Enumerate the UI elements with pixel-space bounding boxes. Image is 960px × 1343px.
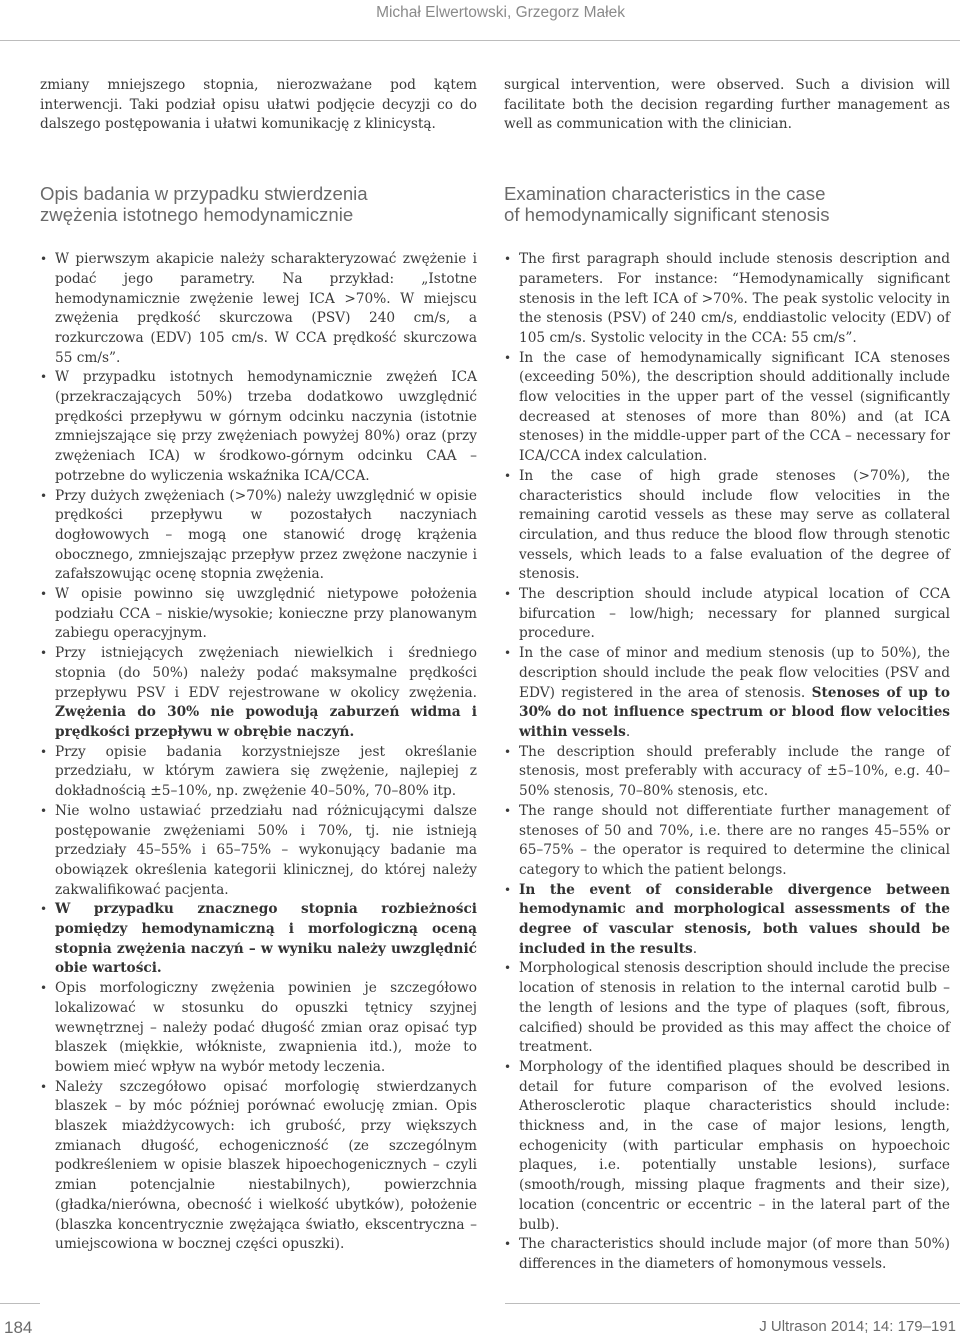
header-divider xyxy=(0,40,960,41)
bullet-icon: • xyxy=(504,744,512,759)
list-item xyxy=(504,1058,950,1235)
bullet-icon: • xyxy=(504,1059,512,1074)
list-item-text: In the case of high grade stenoses (>70%), the characteristics should include flow velocities in the remaining carotid vessels as these may serve as collateral circulation, and thus reduce the blood flow through stenotic vessels, which leads to a false evaluation of the degree of stenosis. xyxy=(519,467,950,583)
bullet-icon: • xyxy=(40,902,48,917)
list-item-text: Przy istniejących zwężeniach niewielkich i średniego stopnia (do 50%) należy podać maksymalne prędkości przepływu PSV i EDV rejestrowane w okolicy zwężenia. xyxy=(55,645,477,701)
list-item-text: The first paragraph should include stenosis description and parameters. For instance: “Hemodynamically significant stenosis in the left ICA of >70%. The peak systolic velocity in the stenosis (PSV) of 240 cm/s, enddiastolic velocity (EDV) of 105 cm/s. Systolic velocity in the CCA: 55 cm/s”. xyxy=(519,251,950,346)
page-number: 184 xyxy=(4,1318,33,1337)
english-column xyxy=(504,76,950,1275)
list-item xyxy=(40,1078,477,1255)
list-item xyxy=(504,959,950,1058)
list-item xyxy=(504,743,950,802)
list-item xyxy=(504,467,950,585)
list-item-text: The range should not differentiate further management of stenoses of 50 and 70%, i.e. there are no ranges 45–55% or 65–75% – the operator is required to determine the clinical category to which the patient belongs. xyxy=(519,802,950,878)
bullet-icon: • xyxy=(40,744,48,759)
list-item-tail: . xyxy=(692,940,698,957)
bullet-icon: • xyxy=(504,350,512,365)
list-item xyxy=(40,979,477,1078)
list-item xyxy=(504,349,950,467)
list-item xyxy=(40,585,477,644)
bullet-icon: • xyxy=(40,252,48,267)
running-header-authors: Michał Elwertowski, Grzegorz Małek xyxy=(376,4,625,21)
list-item xyxy=(504,1235,950,1274)
footer-divider xyxy=(505,1303,960,1304)
list-item xyxy=(504,585,950,644)
list-item-tail: . xyxy=(625,723,631,740)
list-item-text: W pierwszym akapicie należy scharakteryzować zwężenie i podać jego parametry. Na przykład: „Istotne hemodynamicznie zwężenie lewej ICA >70%. W miejscu zwężenia prędkość skurczowa (PSV) 240 cm/s, a rozkurczowa (EDV) 105 cm/s. W CCA prędkość skurczowa 55 cm/s”. xyxy=(55,251,477,366)
list-item-text: Nie wolno ustawiać przedziału nad różnicującymi dalsze postępowanie zwężeniami 50% i 70%, tj. nie istnieją przedziały 45–55% i 65–75% – wykonujący badanie ma obowiązek określenia kategorii klinicznej, do której należy zakwalifikować pacjenta. xyxy=(55,802,477,898)
list-item-text: W opisie powinno się uwzględnić nietypowe położenia podziału CCA – niskie/wysokie; konieczne przy planowanym zabiegu operacyjnym. xyxy=(55,586,477,642)
bullet-icon: • xyxy=(40,370,48,385)
list-item-text: Morphology of the identified plaques should be described in detail for future comparison of the evolved lesions. Atherosclerotic plaque characteristics should include: thickness and, in the case of major lesions, length, echogenicity (with particular emphasis on hypoechoic plaques, i.e. potentially unstable lesions), surface (smooth/rough, missing plaque fragments and their size), location (concentric or eccentric – in the lateral part of the bulb). xyxy=(519,1058,950,1233)
section-title xyxy=(504,183,950,225)
list-item-text: Opis morfologiczny zwężenia powinien je szczegółowo lokalizować w stosunku do opuszki tętnicy szyjnej wewnętrznej – należy podać długość zmian oraz opisać typ blaszek (miękkie, włókniste, zwapnienia itd.), może to bowiem mieć wpływ na wybór metody leczenia. xyxy=(55,980,477,1075)
bullet-icon: • xyxy=(504,961,512,976)
intro-paragraph: surgical intervention, were observed. Such a division will facilitate both the decision regarding further management as well as communication with the clinician. xyxy=(504,77,950,133)
bullet-icon: • xyxy=(40,646,48,661)
list-item xyxy=(504,881,950,960)
polish-column xyxy=(40,76,477,1255)
bullet-icon: • xyxy=(504,882,512,897)
list-item xyxy=(40,802,477,901)
section-title-line: zwężenia istotnego hemodynamicznie xyxy=(40,204,354,226)
bullet-icon: • xyxy=(504,803,512,818)
list-item-bold-text: In the event of considerable divergence between hemodynamic and morphological assessments of the degree of vascular stenosis, both values should be included in the results xyxy=(519,881,950,957)
list-item xyxy=(504,802,950,881)
list-item xyxy=(40,644,477,743)
list-item-text: The description should preferably include the range of stenosis, most preferably with accuracy of ±5–10%, e.g. 40–50% stenosis, 70–80% stenosis, etc. xyxy=(519,743,950,800)
bullet-icon: • xyxy=(40,587,48,602)
list-item-text: The characteristics should include major (of more than 50%) differences in the diameters of homonymous vessels. xyxy=(519,1236,950,1272)
list-item-bold-text: Zwężenia do 30% nie powodują zaburzeń widma i prędkości przepływu w obrębie naczyń. xyxy=(55,704,477,740)
bullet-icon: • xyxy=(504,646,512,661)
section-title-line: Examination characteristics in the case xyxy=(504,183,826,205)
bullet-icon: • xyxy=(40,981,48,996)
bullet-list xyxy=(40,250,477,1255)
bullet-icon: • xyxy=(40,1079,48,1094)
list-item-text: Przy opisie badania korzystniejsze jest określanie przedziału, w którym zawiera się zwężenie, najlepiej z dokładnością ±5–10%, np. zwężenie 40–50%, 70–80% itp. xyxy=(55,743,477,800)
list-item-text: Morphological stenosis description should include the precise location of stenosis in relation to the internal carotid bulb – the length of lesions and the type of plaques (soft, fibrous, calcified) should be provided as this may affect the choice of treatment. xyxy=(519,960,950,1056)
list-item xyxy=(40,368,477,486)
list-item-text: Przy dużych zwężeniach (>70%) należy uwzględnić w opisie prędkości przepływu w pozostałych naczyniach dogłowowych – mogą one stanowić drogę krążenia obocznego, zmniejszając przepływ przez zwężone naczynie i zafałszowując ocenę stopnia zwężenia. xyxy=(55,487,477,583)
list-item-text: Należy szczegółowo opisać morfologię stwierdzanych blaszek – by móc później porównać ewolucję zmian. Opis blaszek miażdżycowych: ich grubość, przy większych zmianach długość, echogeniczność (ze szczególnym podkreśleniem w opisie blaszek hipoechogenicznych – czyli zmian potencjalnie niestabilnych), powierzchnia (gładka/nierówna, obecność i wielkość ubytków), położenie (blaszka koncentrycznie zwężająca światło, ekscentryczna – umiejscowiona w bocznej części opuszki). xyxy=(55,1078,477,1253)
section-title xyxy=(40,183,477,225)
list-item-text: In the case of hemodynamically significant ICA stenoses (exceeding 50%), the description should additionally include flow velocities in the upper part of the vessel (significantly decreased at stenoses of more than 80%) and (at ICA stenoses) in the middle-upper part of the CCA – necessary for ICA/CCA index calculation. xyxy=(519,349,950,465)
footer-divider xyxy=(0,1303,40,1304)
bullet-icon: • xyxy=(504,252,512,267)
bullet-list xyxy=(504,250,950,1275)
list-item-text: W przypadku istotnych hemodynamicznie zwężeń ICA (przekraczających 50%) trzeba dodatkowo uwzględnić prędkości przepływu w górnym odcinku naczynia (istotnie zmniejszające się przy zwężeniach powyżej 80%) oraz (przy zwężeniach ICA) w środkowo-górnym odcinku CAA – potrzebne do wyliczenia wskaźnika ICA/CCA. xyxy=(55,369,477,484)
bullet-icon: • xyxy=(40,803,48,818)
list-item xyxy=(40,487,477,586)
list-item-text: The description should include atypical location of CCA bifurcation – low/high; necessary for planned surgical procedure. xyxy=(519,586,950,642)
list-item xyxy=(504,644,950,743)
intro-paragraph: zmiany mniejszego stopnia, nierozważane pod kątem interwencji. Taki podział opisu ułatwi podjęcie decyzji co do dalszego postępowania i ułatwi komunikację z klinicystą. xyxy=(40,77,477,133)
list-item-bold-text: W przypadku znacznego stopnia rozbieżności pomiędzy hemodynamiczną i morfologiczną oceną stopnia zwężenia naczyń – w wyniku należy uwzględnić obie wartości. xyxy=(55,901,477,977)
bullet-icon: • xyxy=(504,1237,512,1252)
bullet-icon: • xyxy=(504,468,512,483)
list-item-bold-text: Stenoses of up to 30% do not influence spectrum or blood flow velocities within vessels xyxy=(519,684,950,740)
list-item xyxy=(40,250,477,368)
section-title-line: of hemodynamically significant stenosis xyxy=(504,204,830,226)
section-title-line: Opis badania w przypadku stwierdzenia xyxy=(40,183,368,205)
bullet-icon: • xyxy=(504,587,512,602)
list-item xyxy=(40,743,477,802)
list-item xyxy=(504,250,950,349)
list-item-text: In the case of minor and medium stenosis (up to 50%), the description should include the peak flow velocities (PSV and EDV) registered in the area of stenosis. xyxy=(519,645,950,701)
journal-citation: J Ultrason 2014; 14: 179–191 xyxy=(759,1318,956,1335)
bullet-icon: • xyxy=(40,488,48,503)
list-item xyxy=(40,900,477,979)
